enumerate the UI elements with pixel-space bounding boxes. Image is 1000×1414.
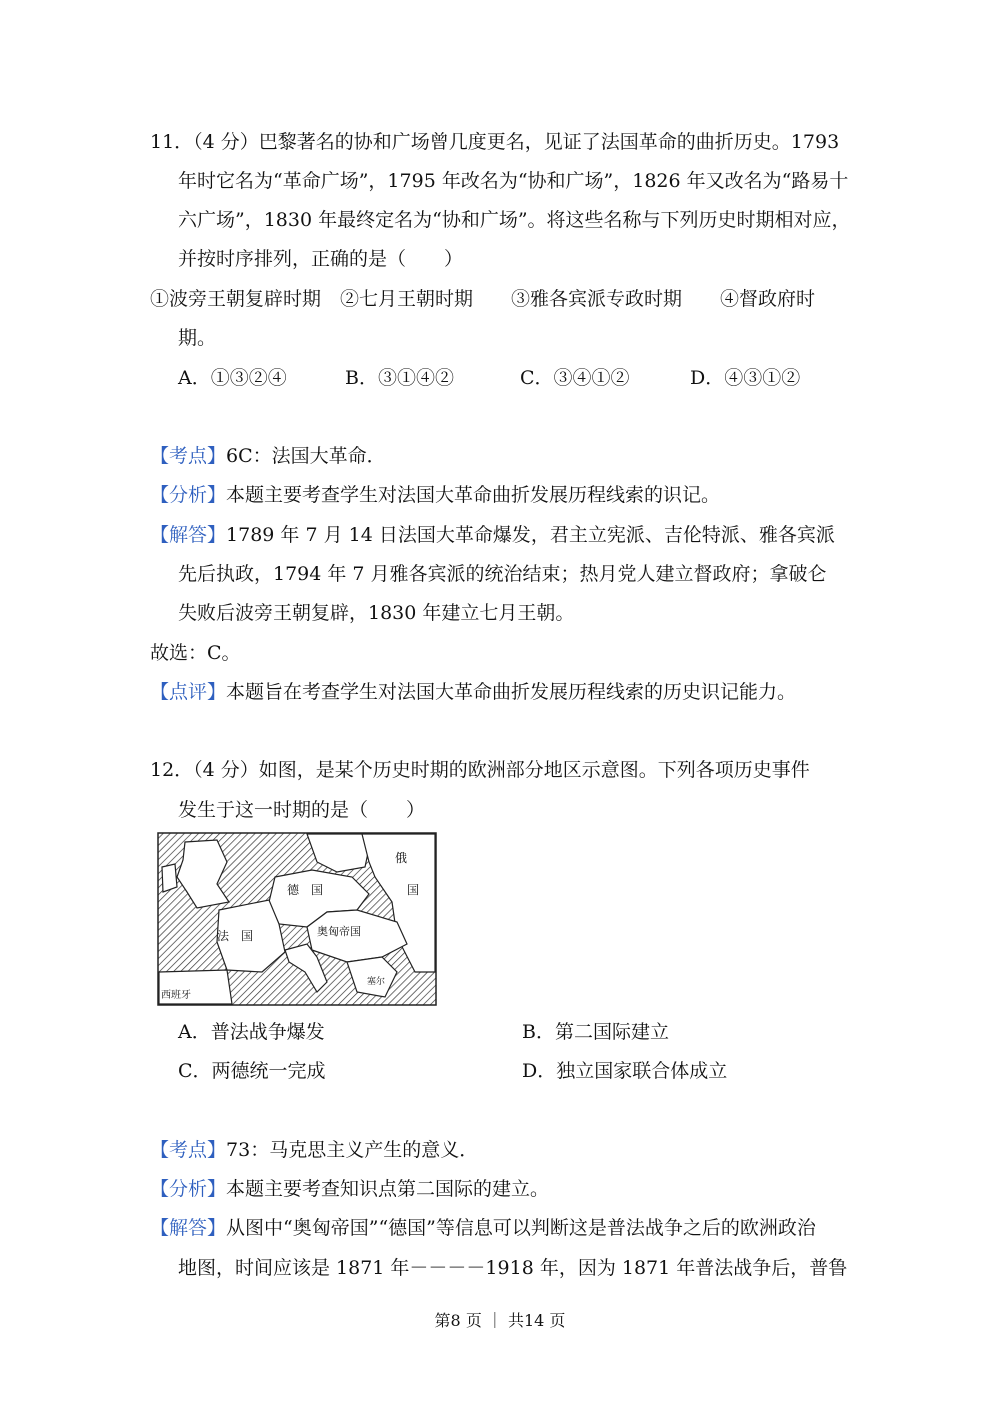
q11-option-b: B．③①④② <box>345 367 454 389</box>
map-label-austria-hungary: 奥匈帝国 <box>317 925 361 938</box>
q11-line-1: 11．（4 分）巴黎著名的协和广场曾几度更名，见证了法国革命的曲折历史。1793 <box>150 131 840 153</box>
kaodian-tag: 【考点】 <box>150 445 227 467</box>
dianping-text: 本题旨在考查学生对法国大革命曲折发展历程线索的历史识记能力。 <box>226 681 797 703</box>
jieda-tag: 【解答】 <box>150 1217 227 1239</box>
q11-option-d: D．④③①② <box>690 367 801 389</box>
fenxi-text: 本题主要考查知识点第二国际的建立。 <box>226 1178 550 1200</box>
a11-jieda-line-2: 先后执政，1794 年 7 月雅各宾派的统治结束；热月党人建立督政府；拿破仑 <box>178 563 827 585</box>
a11-jieda-line-3: 失败后波旁王朝复辟，1830 年建立七月王朝。 <box>178 602 575 624</box>
a12-kaodian <box>150 1137 478 1163</box>
europe-map-image <box>157 832 437 1006</box>
map-label-russia-1: 俄 <box>395 851 408 865</box>
a11-kaodian <box>150 443 386 469</box>
a11-guxuan: 故选：C。 <box>150 642 241 664</box>
map-label-russia-2: 国 <box>407 883 420 897</box>
map-label-france: 法 国 <box>217 929 254 943</box>
jieda-text: 从图中“奥匈帝国”“德国”等信息可以判断这是普法战争之后的欧洲政治 <box>226 1217 816 1239</box>
q11-line-4: 并按时序排列，正确的是（ ） <box>178 248 464 270</box>
q11-option-a: A．①③②④ <box>178 367 287 389</box>
a11-jieda <box>150 522 835 548</box>
a12-jieda-line-2: 地图，时间应该是 1871 年－－－－1918 年，因为 1871 年普法战争后，普鲁 <box>178 1257 848 1279</box>
q12-option-c: C．两德统一完成 <box>178 1060 326 1082</box>
page-footer: 第8 页 ｜ 共14 页 <box>434 1311 566 1330</box>
jieda-text: 1789 年 7 月 14 日法国大革命爆发，君主立宪派、吉伦特派、雅各宾派 <box>226 524 835 546</box>
map-label-germany: 德 国 <box>287 883 324 897</box>
fenxi-tag: 【分析】 <box>150 1178 227 1200</box>
q12-line-1: 12．（4 分）如图，是某个历史时期的欧洲部分地区示意图。下列各项历史事件 <box>150 759 810 781</box>
q11-line-5: ①波旁王朝复辟时期 ②七月王朝时期 ③雅各宾派专政时期 ④督政府时 <box>150 288 816 310</box>
map-label-spain: 西班牙 <box>161 990 191 1001</box>
kaodian-text: 73：马克思主义产生的意义． <box>226 1139 479 1161</box>
a12-fenxi <box>150 1176 549 1202</box>
q12-option-a: A．普法战争爆发 <box>178 1021 325 1043</box>
fenxi-text: 本题主要考查学生对法国大革命曲折发展历程线索的识记。 <box>226 484 721 506</box>
a12-jieda <box>150 1215 816 1241</box>
q11-line-2: 年时它名为“革命广场”，1795 年改名为“协和广场”，1826 年又改名为“路易十 <box>178 170 849 192</box>
dianping-tag: 【点评】 <box>150 681 227 703</box>
q11-line-3: 六广场”，1830 年最终定名为“协和广场”。将这些名称与下列历史时期相对应， <box>178 209 851 231</box>
fenxi-tag: 【分析】 <box>150 484 227 506</box>
q12-line-2: 发生于这一时期的是（ ） <box>178 799 426 821</box>
kaodian-text: 6C：法国大革命． <box>226 445 386 467</box>
a11-fenxi <box>150 482 720 508</box>
map-label-serbia: 塞尔 <box>367 977 386 987</box>
kaodian-tag: 【考点】 <box>150 1139 227 1161</box>
q12-option-d: D．独立国家联合体成立 <box>522 1060 728 1082</box>
jieda-tag: 【解答】 <box>150 524 227 546</box>
q11-line-6: 期。 <box>178 327 217 349</box>
q11-option-c: C．③④①② <box>520 367 630 389</box>
q12-option-b: B．第二国际建立 <box>522 1021 669 1043</box>
a11-dianping <box>150 679 796 705</box>
